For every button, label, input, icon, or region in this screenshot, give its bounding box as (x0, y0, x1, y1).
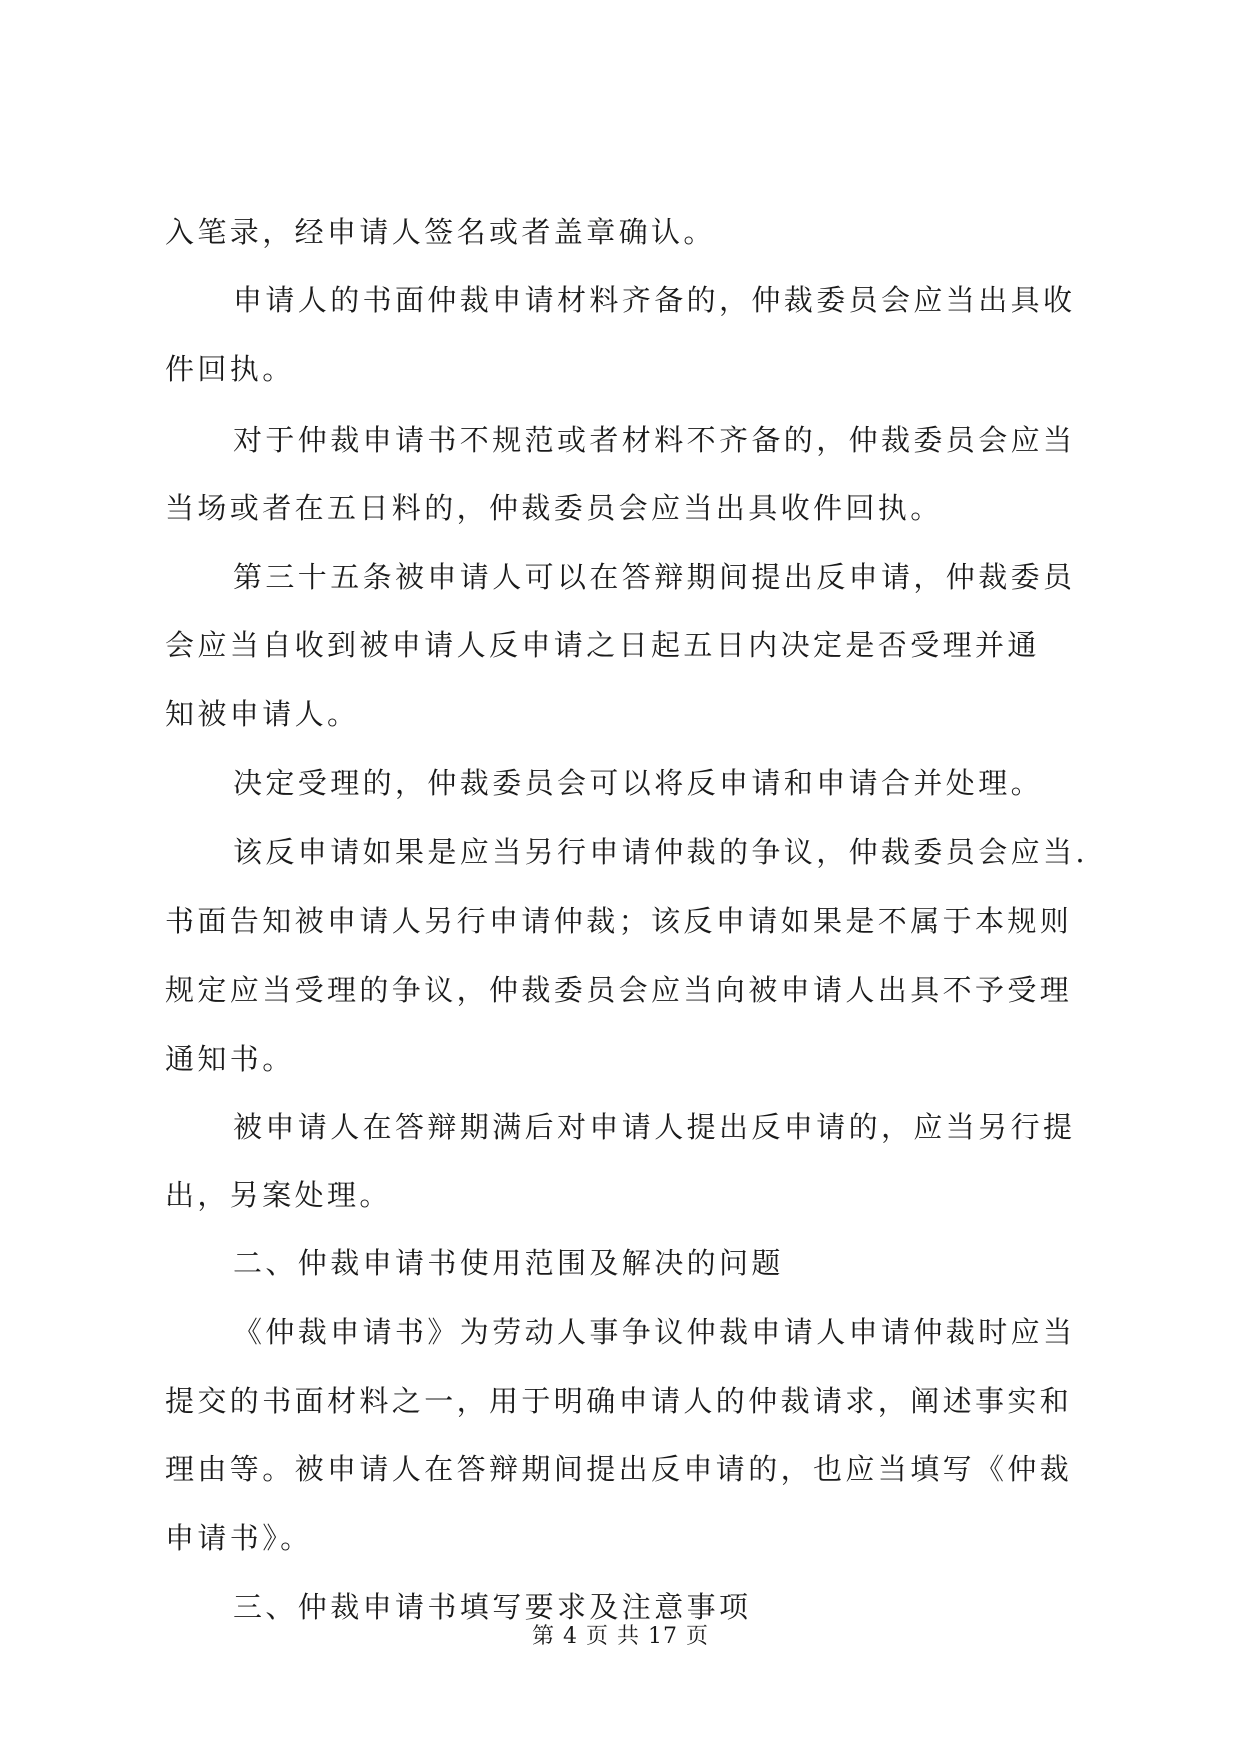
text-line: 决定受理的，仲裁委员会可以将反申请和申请合并处理。 (233, 766, 1044, 800)
text-line: 出，另案处理。 (165, 1178, 392, 1212)
text-line: 申请人的书面仲裁申请材料齐备的，仲裁委员会应当出具收 (233, 283, 1076, 317)
text-line: 《仲裁申请书》为劳动人事争议仲裁申请人申请仲裁时应当 (233, 1315, 1076, 1349)
text-line: 第三十五条被申请人可以在答辩期间提出反申请，仲裁委员 (233, 560, 1076, 594)
text-line: 规定应当受理的争议，仲裁委员会应当向被申请人出具不予受理 (165, 973, 1073, 1007)
text-line: 该反申请如果是应当另行申请仲裁的争议，仲裁委员会应当. (233, 835, 1089, 869)
text-line: 件回执。 (165, 352, 295, 386)
text-line: 入笔录，经申请人签名或者盖章确认。 (165, 215, 716, 249)
text-line: 通知书。 (165, 1042, 295, 1076)
page-number-footer: 第 4 页 共 17 页 (532, 1624, 709, 1649)
text-line: 会应当自收到被申请人反申请之日起五日内决定是否受理并通 (165, 628, 1040, 662)
section-heading: 三、仲裁申请书填写要求及注意事项 (233, 1590, 752, 1624)
text-line: 对于仲裁申请书不规范或者材料不齐备的，仲裁委员会应当 (233, 423, 1076, 457)
text-line: 提交的书面材料之一，用于明确申请人的仲裁请求，阐述事实和 (165, 1384, 1073, 1418)
text-line: 当场或者在五日料的，仲裁委员会应当出具收件回执。 (165, 491, 943, 525)
text-line: 理由等。被申请人在答辩期间提出反申请的，也应当填写《仲裁 (165, 1452, 1073, 1486)
text-line: 申请书》。 (165, 1521, 313, 1555)
text-line: 书面告知被申请人另行申请仲裁；该反申请如果是不属于本规则 (165, 904, 1073, 938)
text-line: 知被申请人。 (165, 697, 360, 731)
text-line: 被申请人在答辩期满后对申请人提出反申请的，应当另行提 (233, 1110, 1076, 1144)
section-heading: 二、仲裁申请书使用范围及解决的问题 (233, 1246, 784, 1280)
